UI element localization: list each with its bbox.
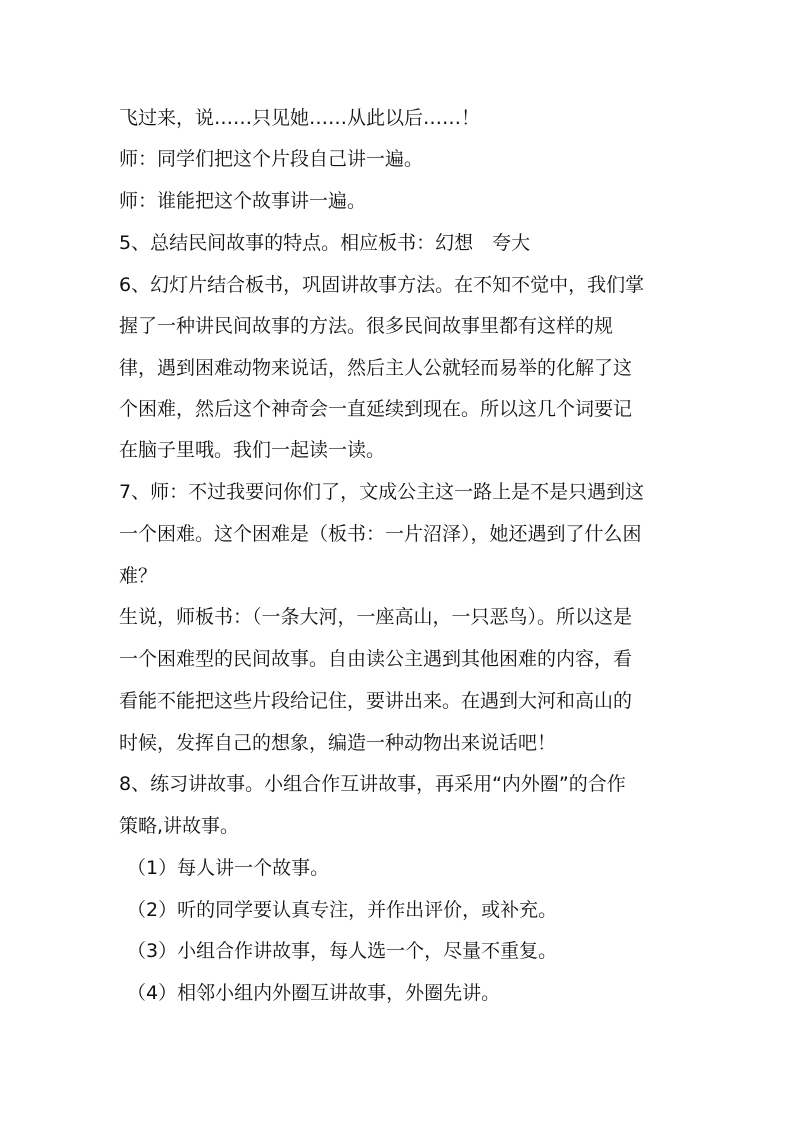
text-line: 8、练习讲故事。小组合作互讲故事，再采用“内外圈”的合作 [119,773,626,795]
text-line: 策略,讲故事。 [119,815,240,837]
text-line: 飞过来，说……只见她……从此以后……！ [119,107,481,129]
list-item: （4）相邻小组内外圈互讲故事，外圈先讲。 [127,982,501,1004]
text-line: 5、总结民间故事的特点。相应板书：幻想 夸大 [119,232,531,254]
text-line: 生说，师板书：（一条大河，一座高山，一只恶鸟）。所以这是 [119,606,633,628]
list-item: （1）每人讲一个故事。 [127,857,330,879]
list-item: （3）小组合作讲故事，每人选一个，尽量不重复。 [127,940,558,962]
text-line: 师：同学们把这个片段自己讲一遍。 [119,148,424,170]
text-line: 师：谁能把这个故事讲一遍。 [119,190,367,212]
text-line: 在脑子里哦。我们一起读一读。 [119,439,386,461]
text-line: 握了一种讲民间故事的方法。很多民间故事里都有这样的规 [119,315,614,337]
text-line: 7、师：不过我要问你们了，文成公主这一路上是不是只遇到这 [119,481,645,503]
text-line: 难？ [119,565,158,587]
text-line: 个困难，然后这个神奇会一直延续到现在。所以这几个词要记 [119,398,633,420]
text-line: 一个困难型的民间故事。自由读公主遇到其他困难的内容，看 [119,648,633,670]
list-item: （2）听的同学要认真专注，并作出评价，或补充。 [127,899,558,921]
text-line: 一个困难。这个困难是（板书：一片沼泽），她还遇到了什么困 [119,523,642,545]
text-line: 6、幻灯片结合板书，巩固讲故事方法。在不知不觉中，我们掌 [119,274,645,296]
text-line: 时候，发挥自己的想象，编造一种动物出来说话吧！ [119,732,557,754]
text-line: 看能不能把这些片段给记住，要讲出来。在遇到大河和高山的 [119,690,633,712]
text-line: 律，遇到困难动物来说话，然后主人公就轻而易举的化解了这 [119,357,633,379]
